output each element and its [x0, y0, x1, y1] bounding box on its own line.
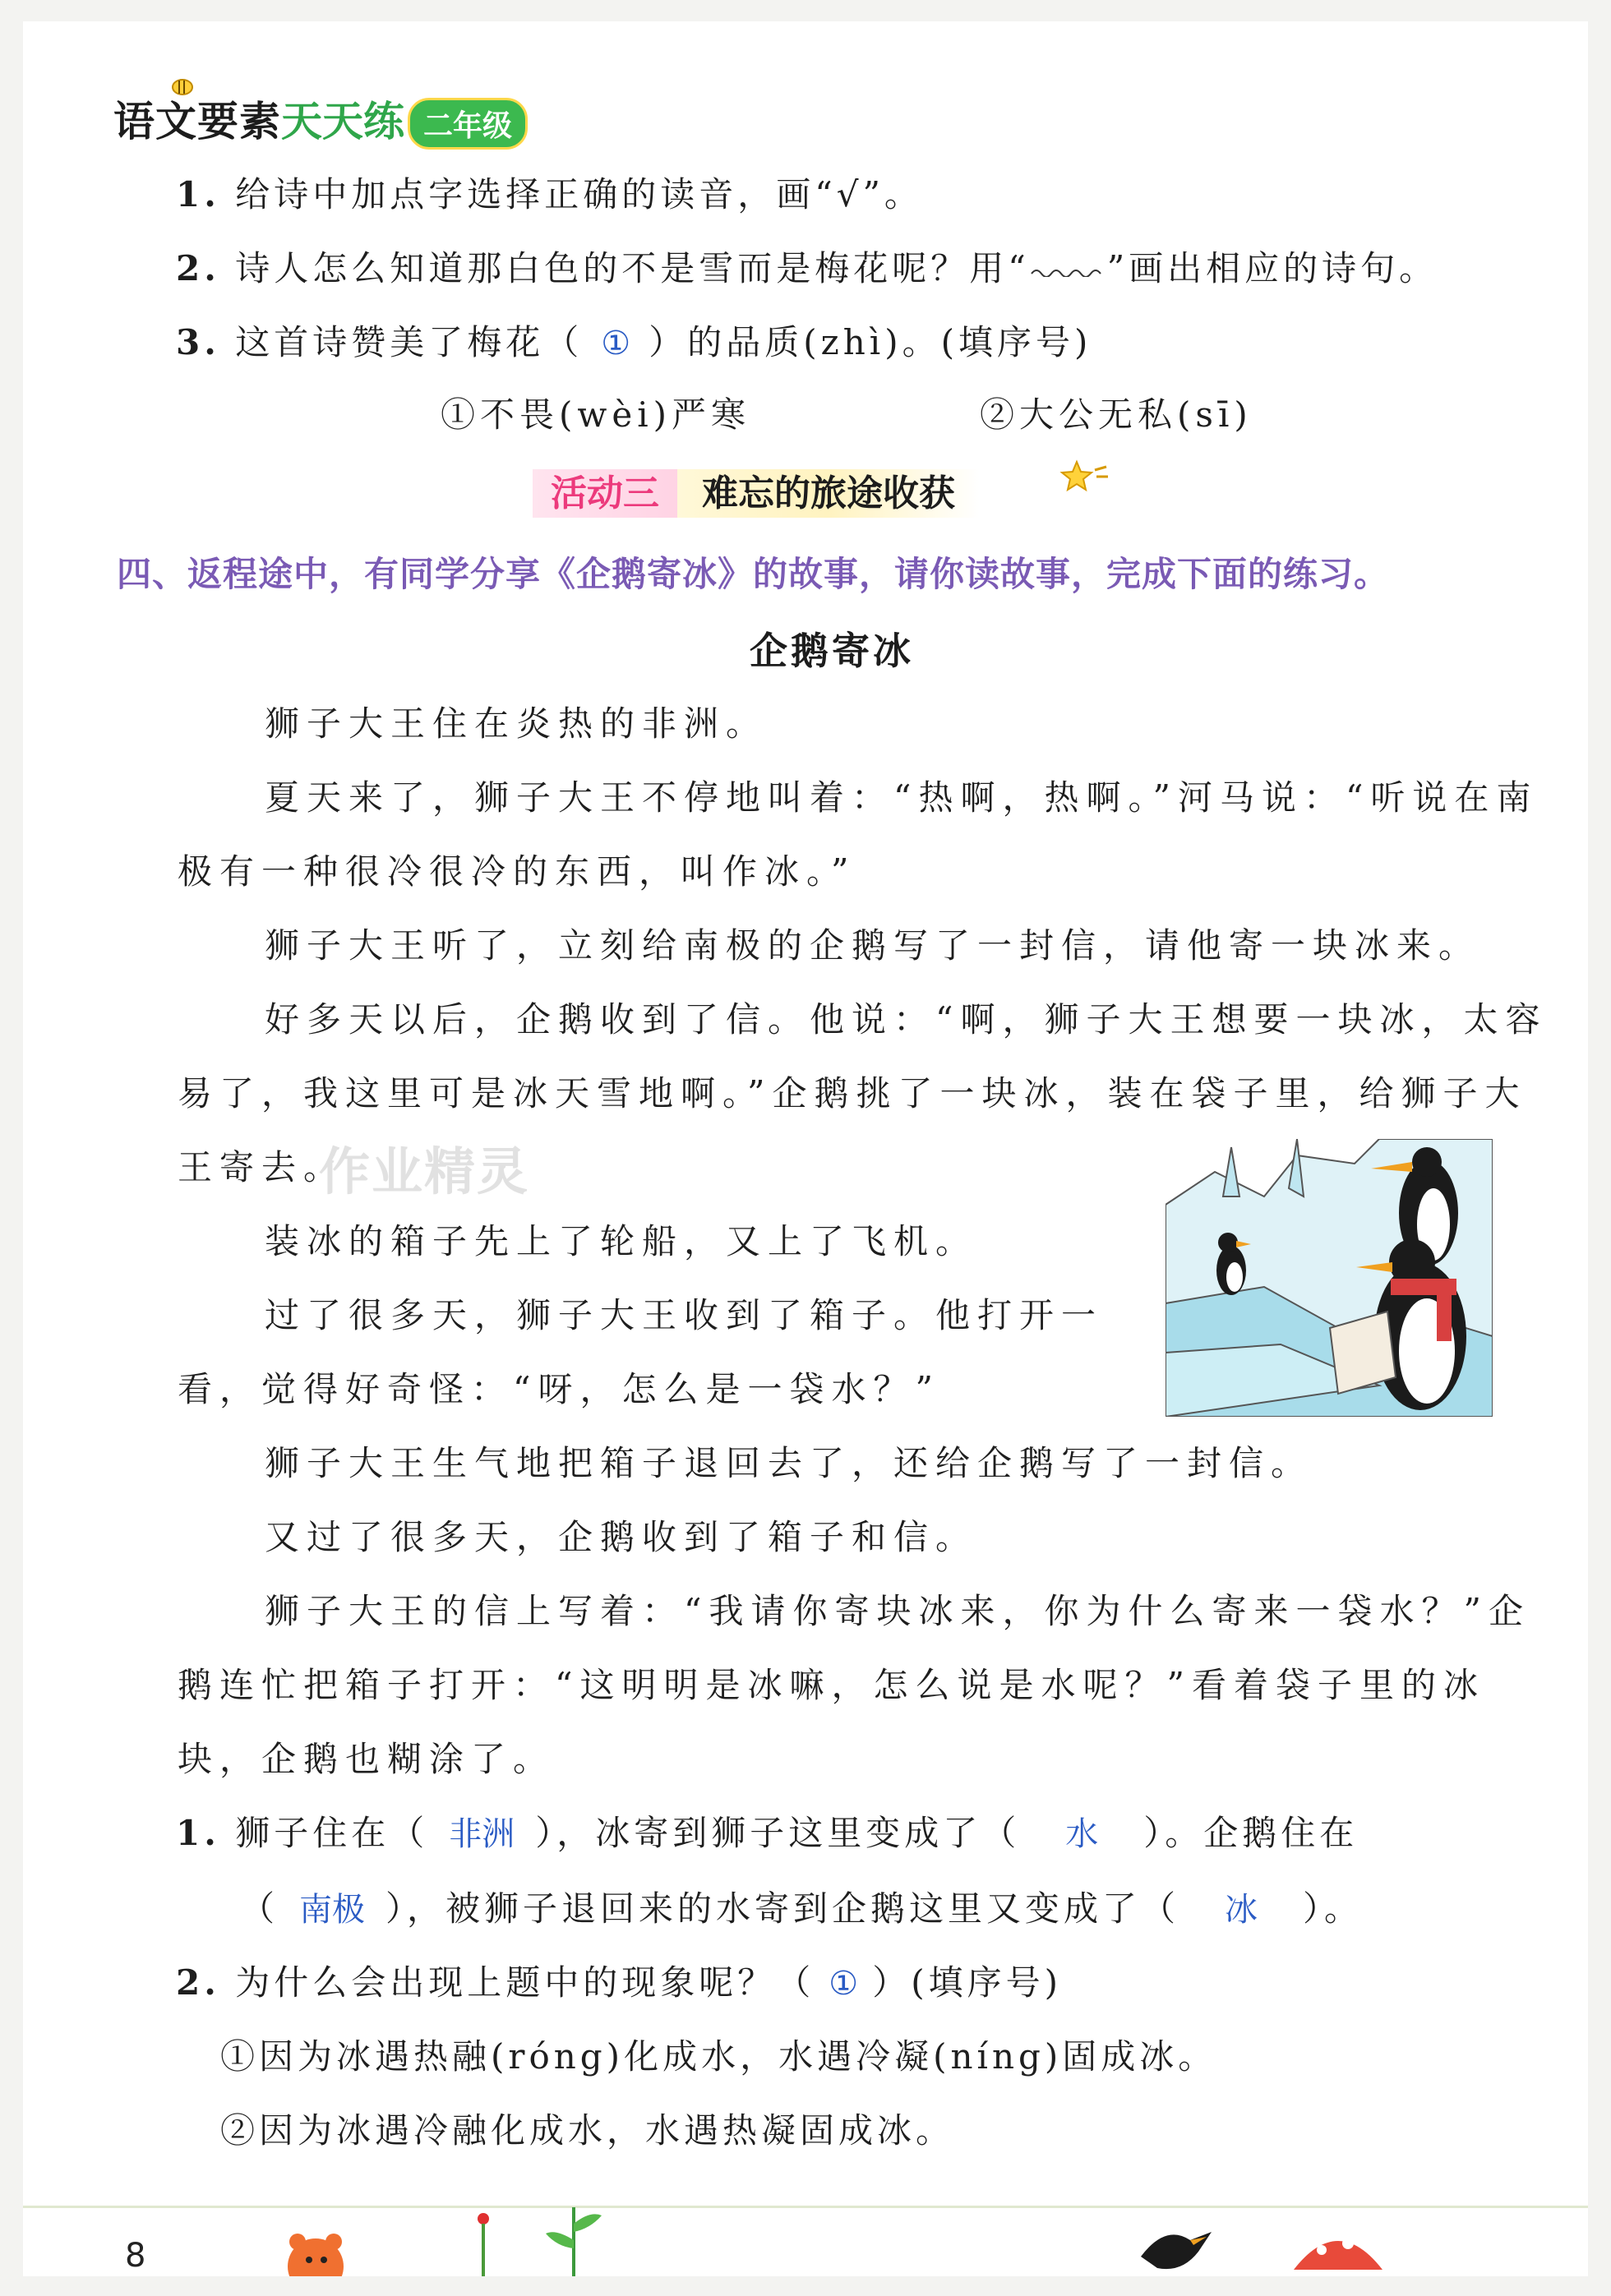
exercise-1-line-1: 1. 狮子住在（ 非洲 ），冰寄到狮子这里变成了（ 水 ）。企鹅住在 [176, 1806, 1358, 1856]
answer-field[interactable]: 非洲 [449, 1815, 515, 1853]
activity-tag: 活动三 [533, 469, 677, 518]
exercise-2-option-2: ②因为冰遇冷融化成水，水遇热凝固成冰。 [220, 2110, 955, 2151]
activity-banner [533, 463, 980, 516]
answer-field[interactable]: 冰 [1225, 1891, 1258, 1929]
exercise-2: 2. 为什么会出现上题中的现象呢？（ ① ）(填序号) [176, 1962, 1063, 2003]
story-title: 企鹅寄冰 [750, 629, 914, 673]
question-1: 1. 给诗中加点字选择正确的读音，画“√”。 [176, 174, 923, 214]
penguin-illustration [1166, 1139, 1493, 1417]
leaf-icon [541, 2199, 607, 2276]
story-line: 看，觉得好奇怪：“呀，怎么是一袋水？” [178, 1369, 940, 1409]
option-2: ②大公无私(sī) [980, 394, 1253, 435]
answer-field[interactable]: ① [601, 325, 631, 362]
workbook-page [23, 21, 1588, 2276]
story-line: 块，企鹅也糊涂了。 [178, 1739, 556, 1779]
story-line: 极有一种很冷很冷的东西，叫作冰。” [178, 851, 856, 892]
answer-field[interactable]: 水 [1065, 1815, 1099, 1853]
activity-title: 难忘的旅途收获 [677, 469, 980, 518]
story-line: 狮子大王的信上写着：“我请你寄块冰来，你为什么寄来一袋水？”企 [265, 1591, 1530, 1631]
header-title: 语文要素 [113, 98, 281, 145]
story-line: 王寄去。 [178, 1147, 346, 1187]
page-number: 8 [125, 2237, 146, 2275]
bear-icon [286, 2224, 401, 2276]
exercise-1-line-2: （ 南极 ），被狮子退回来的水寄到企鹅这里又变成了（ 冰 ）。 [240, 1882, 1363, 1931]
answer-field[interactable]: ① [829, 1965, 859, 2003]
header-subtitle: 天天练 [281, 98, 404, 145]
story-line: 狮子大王住在炎热的非洲。 [265, 703, 769, 744]
story-line: 好多天以后，企鹅收到了信。他说：“啊，狮子大王想要一块冰，太容 [265, 999, 1548, 1040]
bird-icon [1133, 2207, 1215, 2276]
mushroom-icon [1289, 2220, 1387, 2276]
star-icon [1059, 459, 1111, 495]
watermark: 作业精灵 [319, 1141, 530, 1201]
story-line: 又过了很多天，企鹅收到了箱子和信。 [265, 1517, 978, 1557]
section-4-instruction: 四、返程途中，有同学分享《企鹅寄冰》的故事，请你读故事，完成下面的练习。 [117, 554, 1390, 594]
answer-field[interactable]: 南极 [299, 1891, 366, 1929]
story-line: 装冰的箱子先上了轮船，又上了飞机。 [265, 1221, 978, 1261]
wavy-line-icon [1030, 265, 1107, 277]
footer-divider [23, 2206, 1588, 2208]
question-3: 3. 这首诗赞美了梅花（ ① ）的品质(zhì)。(填序号) [176, 322, 1092, 362]
bee-icon [168, 72, 197, 97]
story-line: 狮子大王生气地把箱子退回去了，还给企鹅写了一封信。 [265, 1443, 1313, 1483]
question-2: 2. 诗人怎么知道那白色的不是雪而是梅花呢？用“ ”画出相应的诗句。 [176, 248, 1438, 288]
exercise-2-option-1: ①因为冰遇热融(róng)化成水，水遇冷凝(níng)固成冰。 [220, 2036, 1217, 2077]
story-line: 狮子大王听了，立刻给南极的企鹅写了一封信，请他寄一块冰来。 [265, 925, 1481, 966]
story-line: 鹅连忙把箱子打开：“这明明是冰嘛，怎么说是水呢？”看着袋子里的冰 [178, 1665, 1485, 1705]
grade-badge: 二年级 [408, 98, 528, 150]
story-line: 过了很多天，狮子大王收到了箱子。他打开一 [265, 1295, 1104, 1335]
story-line: 夏天来了，狮子大王不停地叫着：“热啊，热啊。”河马说：“听说在南 [265, 777, 1539, 818]
story-line: 易了，我这里可是冰天雪地啊。”企鹅挑了一块冰，装在袋子里，给狮子大 [178, 1073, 1527, 1113]
option-1: ①不畏(wèi)严寒 [441, 394, 751, 435]
flower-icon [467, 2207, 500, 2276]
header [113, 89, 528, 150]
